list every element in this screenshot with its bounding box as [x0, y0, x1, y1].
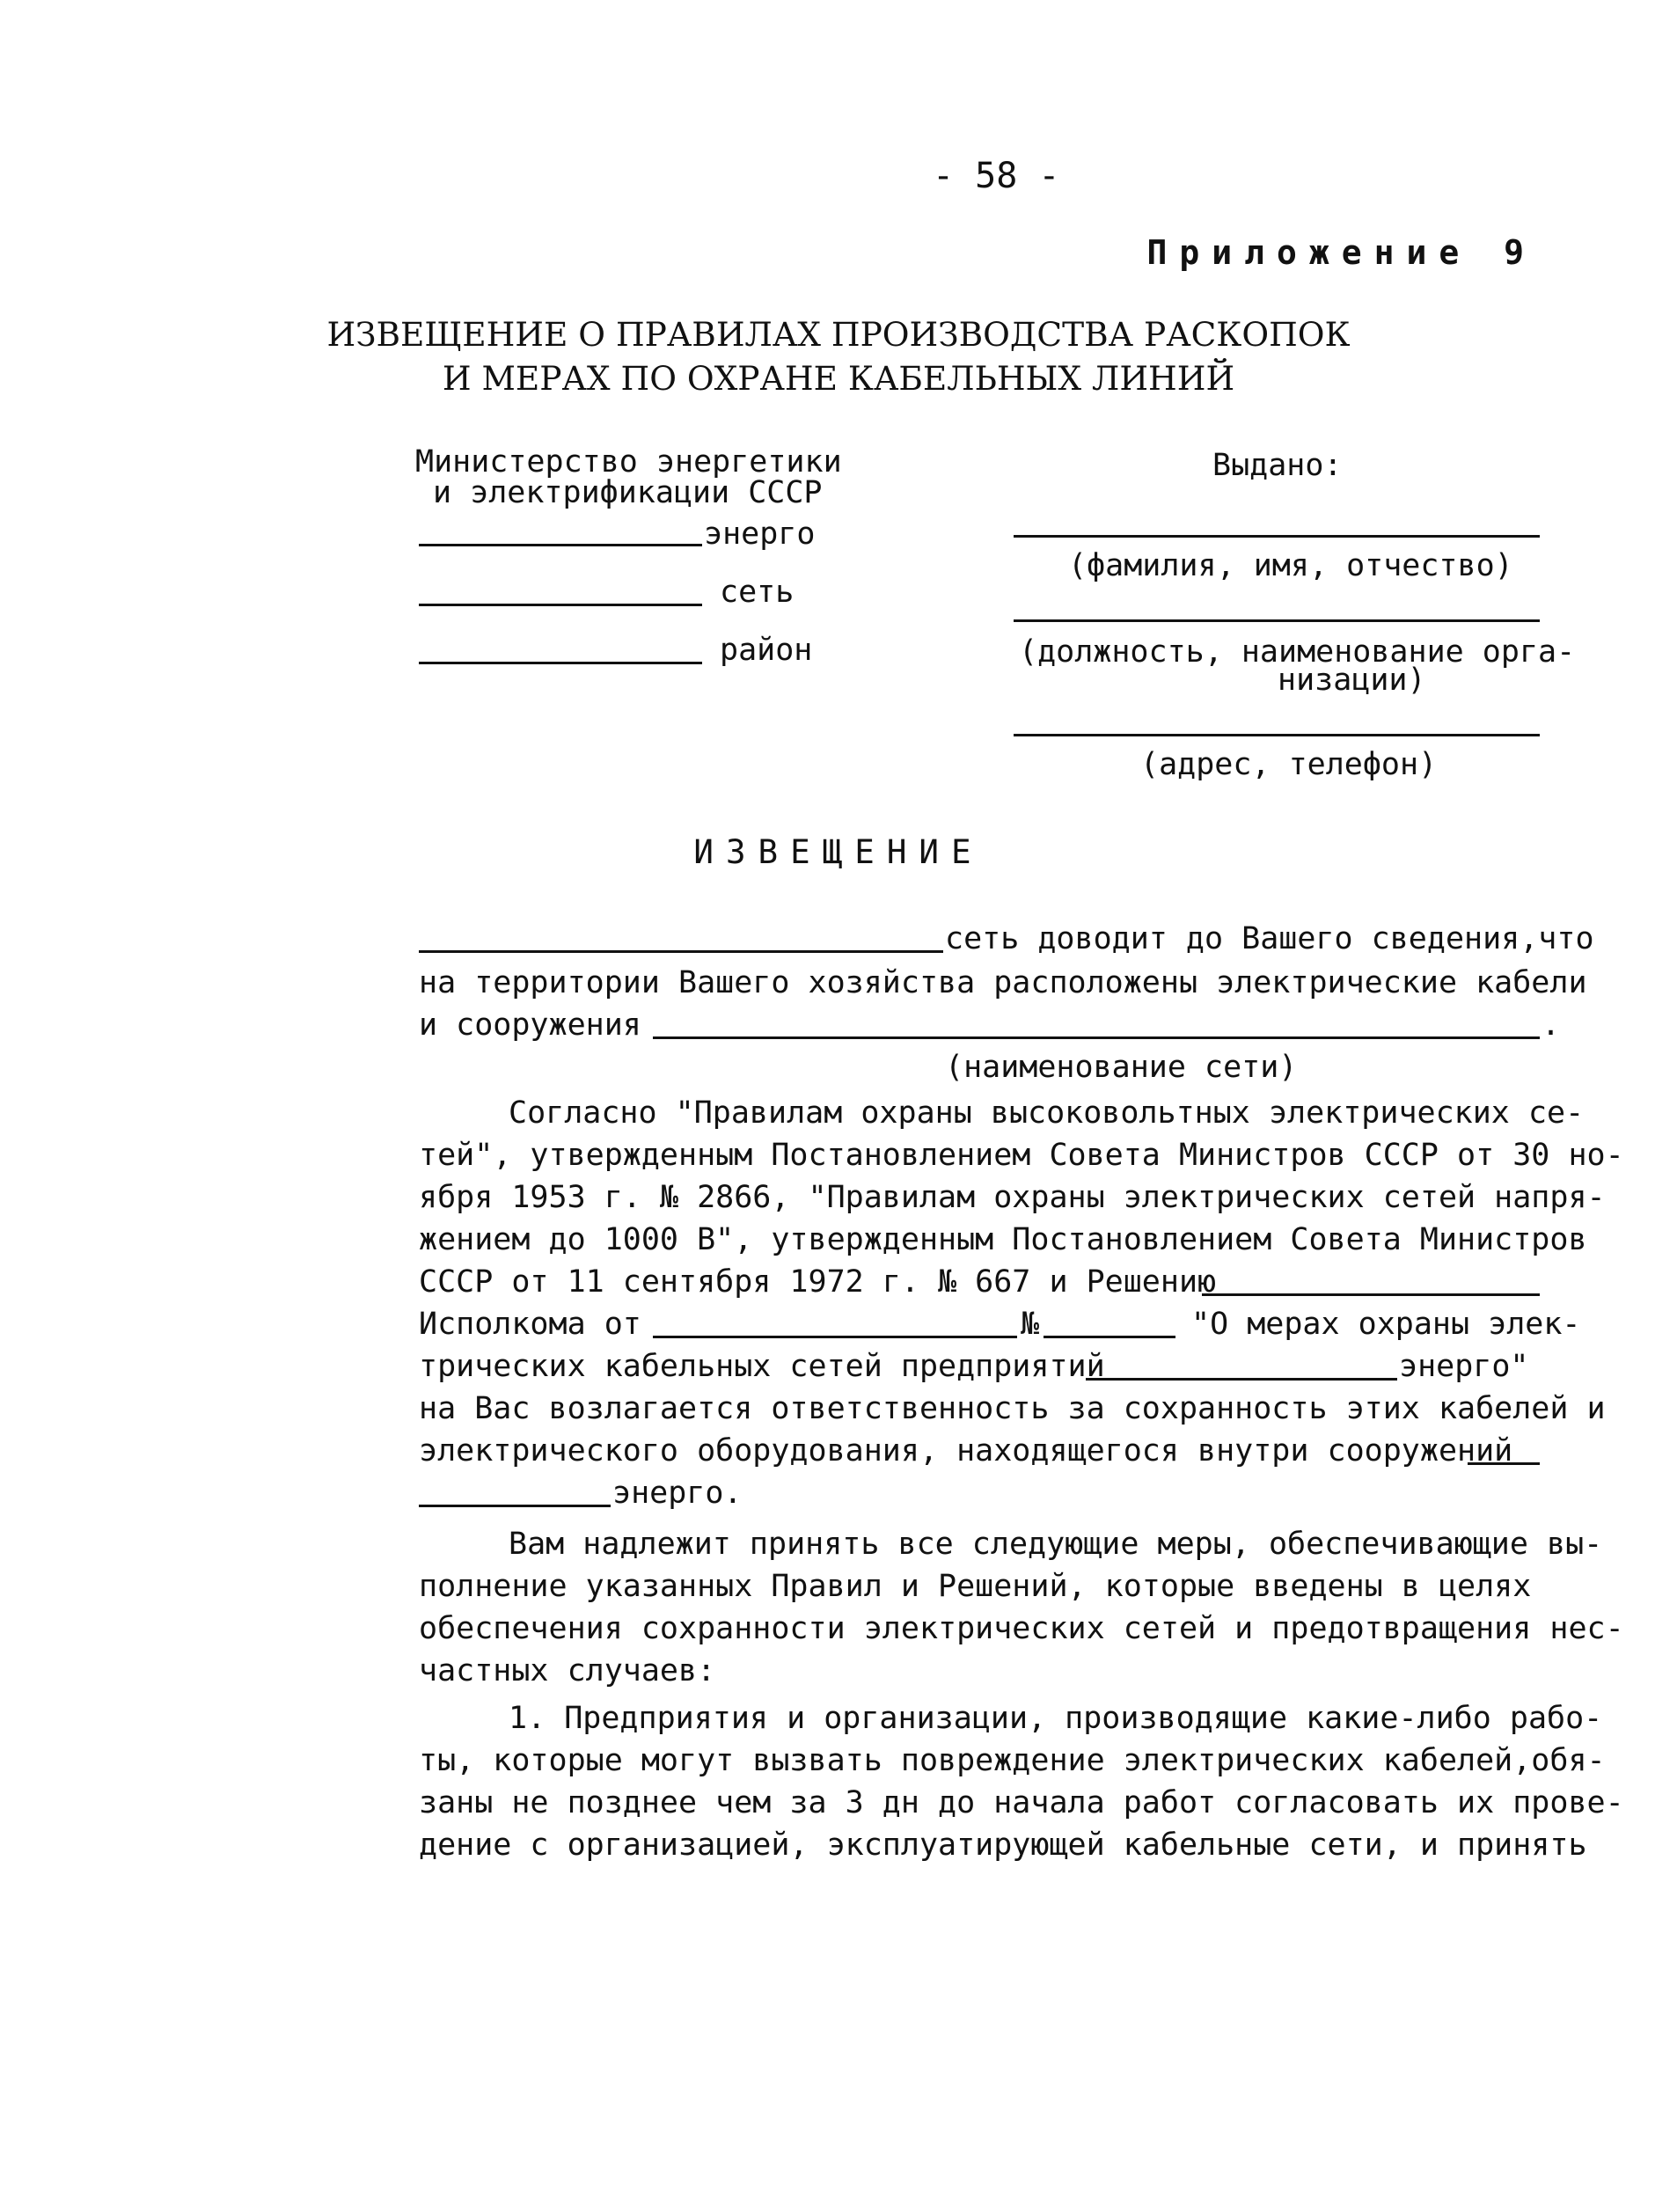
body-p1-line7-a: трических кабельных сетей предприятий — [419, 1349, 1105, 1384]
blank-address-line — [1014, 734, 1540, 736]
blank-position-line — [1014, 619, 1540, 622]
body-p1-line6-c: "О мерах охраны элек- — [1191, 1307, 1581, 1342]
body-p1-line8: на Вас возлагается ответственность за сохранность этих кабелей и — [419, 1391, 1606, 1426]
blank-energo-line-2 — [419, 1505, 611, 1507]
blank-number-line — [1044, 1336, 1175, 1338]
hint-name: (фамилия, имя, отчество) — [1068, 548, 1513, 583]
body-p1-line2: тей", утвержденным Постановлением Совета Министров СССР от 30 но- — [419, 1138, 1624, 1173]
intro-line3-head: и сооружения — [419, 1007, 641, 1043]
document-title-line2: И МЕРАХ ПО ОХРАНЕ КАБЕЛЬНЫХ ЛИНИЙ — [442, 359, 1235, 398]
intro-line1-tail: сеть доводит до Вашего сведения,что — [945, 921, 1594, 956]
issued-label: Выдано: — [1212, 448, 1343, 483]
intro-line2: на территории Вашего хозяйства расположены электрические кабели — [419, 965, 1587, 1000]
hint-network-name: (наименование сети) — [945, 1050, 1298, 1085]
blank-name-line — [1014, 535, 1540, 538]
body-p1-line1: Согласно "Правилам охраны высоковольтных электрических се- — [509, 1095, 1585, 1131]
body-p1-line5: СССР от 11 сентября 1972 г. № 667 и Решению — [419, 1264, 1217, 1300]
body-p3-line3: заны не позднее чем за 3 дн до начала работ согласовать их прове- — [419, 1785, 1624, 1820]
blank-rayon-line — [419, 662, 702, 664]
body-p1-line7-b: энерго" — [1399, 1349, 1529, 1384]
body-p2-line2: полнение указанных Правил и Решений, которые введены в целях — [419, 1569, 1532, 1604]
body-p2-line1: Вам надлежит принять все следующие меры, обеспечивающие вы- — [509, 1527, 1603, 1562]
body-p1-line4: жением до 1000 В", утвержденным Постановлением Совета Министров — [419, 1222, 1587, 1257]
blank-enterprise-line — [1086, 1378, 1397, 1381]
body-p3-line4: дение с организацией, эксплуатирующей кабельные сети, и принять — [419, 1827, 1587, 1863]
label-energo: энерго — [704, 516, 816, 552]
body-p1-line10: энерго. — [612, 1476, 743, 1511]
blank-structures-line — [653, 1036, 1540, 1039]
ministry-line2: и электрификации СССР — [433, 475, 823, 510]
ministry-line1: Министерство энергетики — [415, 444, 842, 480]
body-p1-line6-a: Исполкома от — [419, 1307, 641, 1342]
body-p3-line1: 1. Предприятия и организации, производящие какие-либо рабо- — [509, 1701, 1603, 1736]
page-number: - 58 - — [933, 156, 1060, 196]
notice-heading: ИЗВЕЩЕНИЕ — [693, 832, 984, 871]
hint-position-line2: низации) — [1278, 663, 1426, 698]
body-p1-line6-b: № — [1021, 1307, 1040, 1342]
intro-line3-tail: . — [1542, 1007, 1561, 1043]
blank-structures-owner-line — [1468, 1462, 1540, 1465]
blank-set-line — [419, 604, 702, 606]
body-p1-line9: электрического оборудования, находящегося внутри сооружений — [419, 1433, 1513, 1469]
hint-address: (адрес, телефон) — [1140, 747, 1438, 782]
blank-date-line — [653, 1336, 1017, 1338]
appendix-label: Приложение 9 — [1146, 233, 1536, 272]
body-p2-line4: частных случаев: — [419, 1653, 716, 1688]
hint-position-line1: (должность, наименование орга- — [1019, 634, 1576, 670]
blank-network-line — [419, 950, 943, 953]
body-p3-line2: ты, которые могут вызвать повреждение электрических кабелей,обя- — [419, 1743, 1606, 1778]
body-p1-line3: ября 1953 г. № 2866, "Правилам охраны электрических сетей напря- — [419, 1180, 1606, 1215]
label-set: сеть — [720, 575, 795, 610]
body-p2-line3: обеспечения сохранности электрических сетей и предотвращения нес- — [419, 1611, 1624, 1646]
document-title-line1: ИЗВЕЩЕНИЕ О ПРАВИЛАХ ПРОИЗВОДСТВА РАСКОПОК — [326, 315, 1351, 354]
label-rayon: район — [720, 633, 813, 668]
blank-energo-line — [419, 544, 702, 546]
blank-decision-line — [1202, 1293, 1540, 1296]
